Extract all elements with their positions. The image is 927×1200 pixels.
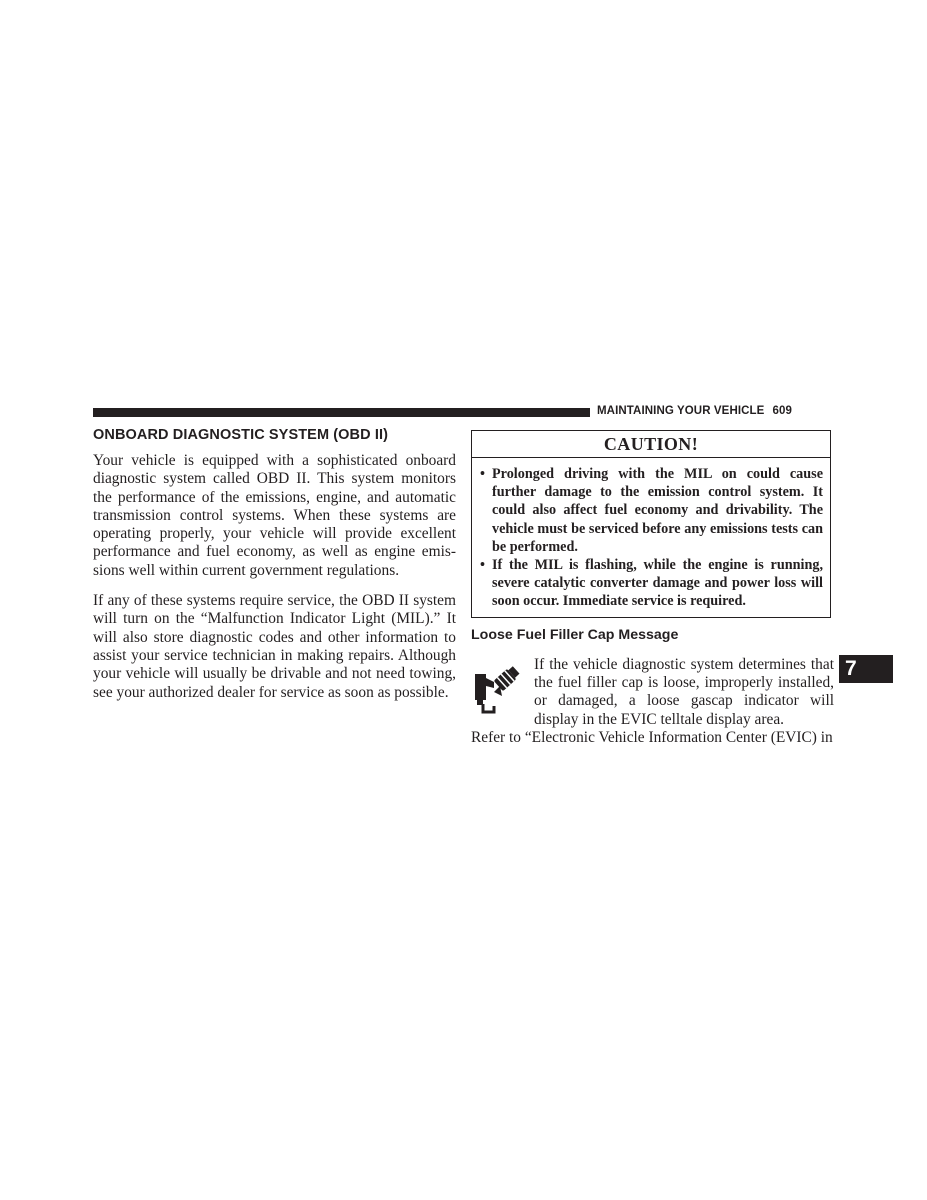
chapter-tab: 7 [839, 655, 893, 683]
loose-cap-text: If the vehicle diagnostic system determines that the fuel filler cap is loose, improperly installed, or damaged, a loose gascap indicator will display in the EVIC telltale display area. [534, 655, 834, 728]
loose-cap-title: Loose Fuel Filler Cap Message [471, 626, 679, 643]
loose-gascap-icon [472, 660, 524, 714]
running-head [597, 405, 837, 417]
caution-list [472, 458, 830, 617]
caution-item [480, 465, 823, 556]
caution-box [471, 430, 831, 618]
obd-paragraph-2: If any of these systems require service, the OBD II system will turn on the “Malfunction Indicator Light (MIL).” It will also store diagnostic codes and other information to assist your service technician in making repairs. Although your vehicle will usually be drivable and not need towing, see your authorized dealer for service as soon as possible. [93, 592, 456, 701]
bullet: • [480, 557, 485, 574]
obd-paragraph-1: Your vehicle is equipped with a sophisticated onboard diagnostic system called OBD II. This system monitors the performance of the emissions, engine, and automatic transmission control systems. When these systems are operating properly, your vehicle will provide excellent performance and fuel economy, as well as engine emissions well within current government regulations. [93, 452, 456, 579]
loose-cap-continuation: Refer to “Electronic Vehicle Information Center (EVIC) in [471, 728, 833, 746]
left-column [93, 427, 456, 714]
caution-item-text: If the MIL is flashing, while the engine is running, severe catalytic converter damage and power loss will soon occur. Immediate service is required. [492, 557, 823, 610]
loose-cap-section [471, 656, 834, 729]
caution-item [480, 556, 823, 611]
running-title: MAINTAINING YOUR VEHICLE [597, 405, 765, 417]
section-title-obd: ONBOARD DIAGNOSTIC SYSTEM (OBD II) [93, 427, 389, 443]
caution-title: CAUTION! [472, 431, 830, 458]
page-number: 609 [772, 405, 792, 417]
header-rule [93, 408, 590, 417]
right-column [471, 430, 834, 747]
bullet: • [480, 466, 485, 482]
caution-item-text: Prolonged driving with the MIL on could cause further damage to the emission control system. It could also affect fuel economy and drivability. The vehicle must be serviced before any emissions tests can be performed. [492, 466, 823, 555]
